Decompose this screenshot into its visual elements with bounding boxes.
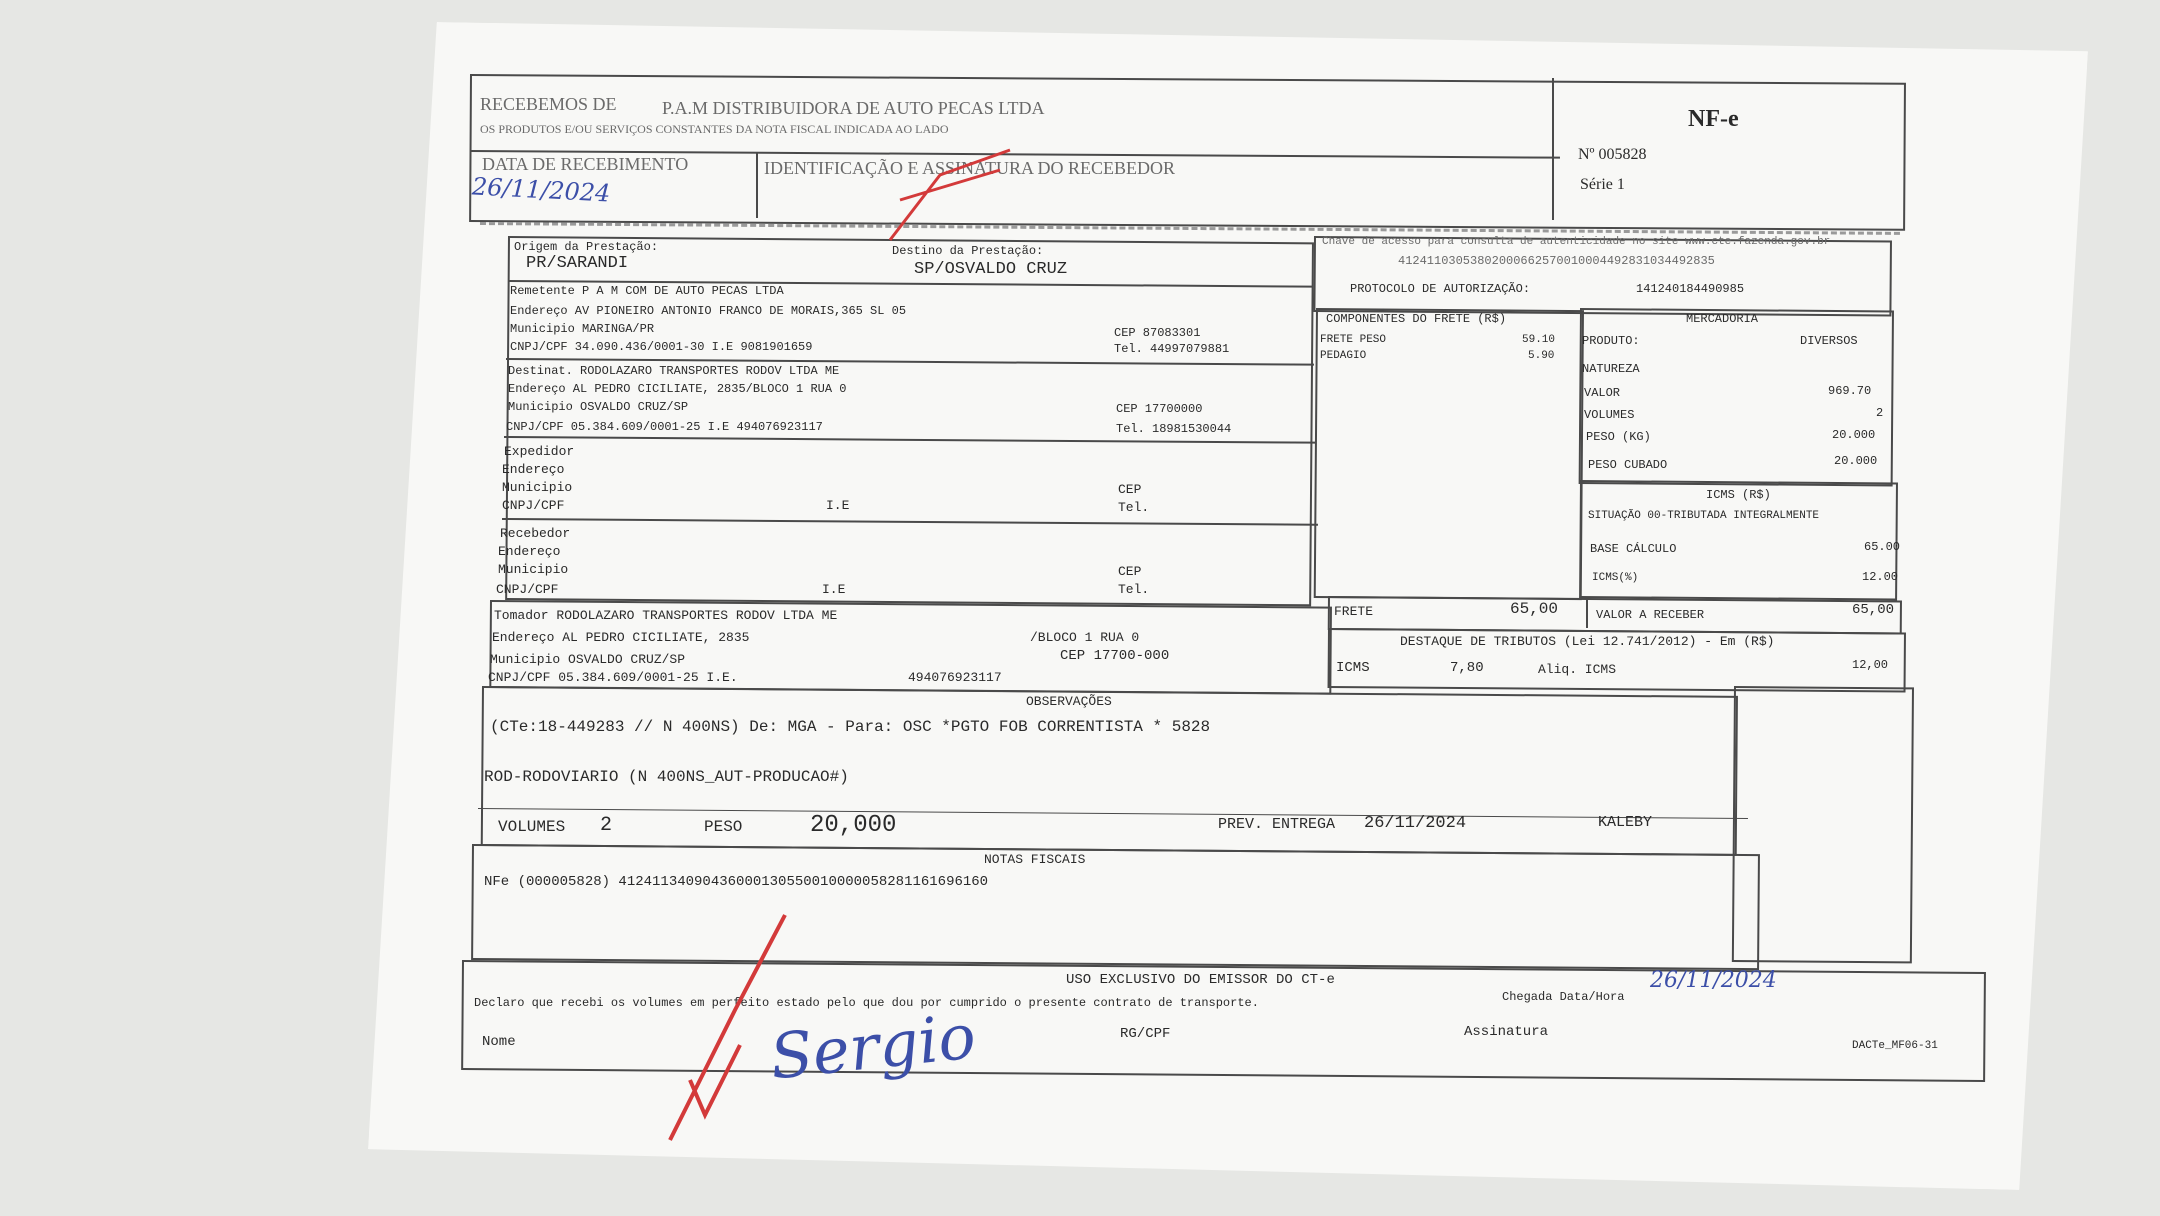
- frete-peso-value: 59.10: [1522, 334, 1556, 346]
- observacoes-line2: ROD-RODOVIARIO (N 400NS_AUT-PRODUCAO#): [484, 768, 849, 786]
- tomador-ie: 494076923117: [908, 670, 1002, 685]
- destinatario-cnpj: CNPJ/CPF 05.384.609/0001-25 I.E 494076923117: [506, 420, 823, 434]
- prev-entrega-label: PREV. ENTREGA: [1218, 816, 1336, 833]
- base-calculo-value: 65.00: [1864, 540, 1901, 554]
- red-check-canhoto: [890, 150, 1010, 240]
- icms-row-value: 7,80: [1450, 660, 1484, 676]
- expedidor-cnpj: CNPJ/CPF: [502, 498, 565, 513]
- recebedor-endereco: Endereço: [498, 544, 561, 559]
- valor-receber-value: 65,00: [1852, 602, 1895, 618]
- remetente-cep: CEP 87083301: [1114, 326, 1201, 340]
- tomador-cep: CEP 17700-000: [1060, 648, 1170, 664]
- produtos-line: OS PRODUTOS E/OU SERVIÇOS CONSTANTES DA NOTA FISCAL INDICADA AO LADO: [480, 122, 949, 136]
- destinatario-tel: Tel. 18981530044: [1116, 422, 1232, 436]
- tomador-line1: Tomador RODOLAZARO TRANSPORTES RODOV LTDA ME: [494, 608, 838, 623]
- nfe-serie: Série 1: [1580, 176, 1625, 193]
- recebedor-ie: I.E: [822, 582, 846, 597]
- situacao-tributaria: SITUAÇÃO 00-TRIBUTADA INTEGRALMENTE: [1588, 510, 1820, 522]
- volumes-label: VOLUMES: [498, 818, 566, 836]
- remetente-endereco: Endereço AV PIONEIRO ANTONIO FRANCO DE MORAIS,365 SL 05: [510, 304, 907, 318]
- peso-cubado-label: PESO CUBADO: [1588, 458, 1668, 472]
- remetente-cnpj: CNPJ/CPF 34.090.436/0001-30 I.E 9081901659: [510, 340, 813, 354]
- mercadoria-label: MERCADORIA: [1686, 312, 1759, 326]
- recebedor-cnpj: CNPJ/CPF: [496, 582, 559, 597]
- recebedor-cep: CEP: [1118, 564, 1142, 579]
- identificacao-label: IDENTIFICAÇÃO E ASSINATURA DO RECEBEDOR: [764, 158, 1176, 178]
- valor-receber-label: VALOR A RECEBER: [1596, 608, 1705, 622]
- destaque-label: DESTAQUE DE TRIBUTOS (Lei 12.741/2012) - Em (R$): [1400, 634, 1775, 649]
- natureza-label: NATUREZA: [1582, 362, 1640, 376]
- expedidor-label: Expedidor: [504, 444, 575, 459]
- nfe-title: NF-e: [1688, 106, 1739, 132]
- assinatura-label: Assinatura: [1464, 1024, 1549, 1040]
- pedagio-value: 5.90: [1528, 350, 1555, 362]
- destino-value: SP/OSVALDO CRUZ: [914, 260, 1068, 279]
- origem-label: Origem da Prestação:: [514, 240, 659, 254]
- recebedor-tel: Tel.: [1118, 582, 1150, 597]
- observacoes-title: OBSERVAÇÕES: [1026, 694, 1112, 709]
- frete-label: FRETE: [1334, 604, 1374, 619]
- uso-exclusivo-label: USO EXCLUSIVO DO EMISSOR DO CT-e: [1066, 972, 1335, 988]
- destinatario-municipio: Municipio OSVALDO CRUZ/SP: [508, 400, 689, 414]
- produto-label: PRODUTO:: [1582, 334, 1640, 348]
- recebedor-label: Recebedor: [500, 526, 571, 541]
- remetente-tel: Tel. 44997079881: [1114, 342, 1230, 356]
- expedidor-cep: CEP: [1118, 482, 1142, 497]
- peso-label: PESO: [704, 818, 743, 836]
- vendedor-code: KALEBY: [1598, 814, 1653, 831]
- expedidor-ie: I.E: [826, 498, 850, 513]
- peso-cubado-value: 20.000: [1834, 454, 1878, 468]
- icms-pct-value: 12.00: [1862, 570, 1899, 584]
- rg-cpf-label: RG/CPF: [1120, 1026, 1171, 1042]
- protocolo-label: PROTOCOLO DE AUTORIZAÇÃO:: [1350, 282, 1531, 296]
- chegada-label: Chegada Data/Hora: [1502, 990, 1625, 1004]
- destino-label: Destino da Prestação:: [892, 244, 1044, 258]
- destinatario-endereco: Endereço AL PEDRO CICILIATE, 2835/BLOCO 1 RUA 0: [508, 382, 847, 396]
- destinatario-line1: Destinat. RODOLAZARO TRANSPORTES RODOV LTDA ME: [508, 364, 840, 378]
- aliq-icms-value: 12,00: [1852, 658, 1889, 672]
- valor-value: 969.70: [1828, 384, 1872, 398]
- icms-row-label: ICMS: [1336, 660, 1370, 676]
- volumes-label-right: VOLUMES: [1584, 408, 1635, 422]
- chave-acesso: 41241103053802000662570010004492831034492835: [1398, 254, 1715, 268]
- recebedor-municipio: Municipio: [498, 562, 569, 577]
- icms-pct-label: ICMS(%): [1592, 572, 1639, 584]
- tomador-cnpj: CNPJ/CPF 05.384.609/0001-25 I.E.: [488, 670, 738, 685]
- tomador-municipio: Municipio OSVALDO CRUZ/SP: [490, 652, 686, 667]
- recebemos-label: RECEBEMOS DE: [480, 94, 617, 114]
- prev-entrega-value: 26/11/2024: [1364, 814, 1467, 833]
- frete-peso-label: FRETE PESO: [1320, 334, 1387, 346]
- pedagio-label: PEDAGIO: [1320, 350, 1367, 362]
- aliq-icms-label: Aliq. ICMS: [1538, 662, 1617, 677]
- icms-label: ICMS (R$): [1706, 488, 1771, 502]
- nome-label: Nome: [482, 1034, 516, 1050]
- declaro-text: Declaro que recebi os volumes em perfeito estado pelo que dou por cumprido o presente contrato de transporte.: [474, 996, 1259, 1010]
- expedidor-tel: Tel.: [1118, 500, 1150, 515]
- chave-label: Chave de acesso para consulta de autenticidade no site www.cte.fazenda.gov.br: [1322, 236, 1831, 248]
- volumes-value-right: 2: [1876, 406, 1884, 420]
- volumes-value: 2: [600, 814, 613, 837]
- data-recebimento-label: DATA DE RECEBIMENTO: [482, 154, 689, 174]
- origem-value: PR/SARANDI: [526, 254, 629, 273]
- form-code: DACTe_MF06-31: [1852, 1040, 1938, 1052]
- destinatario-cep: CEP 17700000: [1116, 402, 1203, 416]
- emitente-name: P.A.M DISTRIBUIDORA DE AUTO PECAS LTDA: [662, 98, 1045, 118]
- data-recebimento-value: 26/11/2024: [471, 172, 611, 208]
- frete-value: 65,00: [1510, 600, 1559, 618]
- peso-label-right: PESO (KG): [1586, 430, 1651, 444]
- valor-label: VALOR: [1584, 386, 1621, 400]
- tomador-endereco-complemento: /BLOCO 1 RUA 0: [1030, 630, 1140, 645]
- handwritten-signature: Sergio: [766, 999, 979, 1094]
- expedidor-endereco: Endereço: [502, 462, 565, 477]
- componentes-label: COMPONENTES DO FRETE (R$): [1326, 312, 1507, 326]
- remetente-line1: Remetente P A M COM DE AUTO PECAS LTDA: [510, 284, 784, 298]
- observacoes-line1: (CTe:18-449283 // N 400NS) De: MGA - Para: OSC *PGTO FOB CORRENTISTA * 5828: [490, 718, 1211, 736]
- protocolo-value: 141240184490985: [1636, 282, 1745, 296]
- nfe-chave-line: NFe (000005828) 41241134090436000130550010000058281161696160: [484, 874, 989, 890]
- peso-value-right: 20.000: [1832, 428, 1876, 442]
- tomador-endereco: Endereço AL PEDRO CICILIATE, 2835: [492, 630, 750, 645]
- chegada-value: 26/11/2024: [1650, 968, 1777, 993]
- notas-title: NOTAS FISCAIS: [984, 852, 1086, 867]
- produto-value: DIVERSOS: [1800, 334, 1858, 348]
- expedidor-municipio: Municipio: [502, 480, 573, 495]
- remetente-municipio: Municipio MARINGA/PR: [510, 322, 655, 336]
- base-calculo-label: BASE CÁLCULO: [1590, 542, 1677, 556]
- peso-value: 20,000: [810, 812, 897, 839]
- nfe-numero: Nº 005828: [1578, 146, 1647, 163]
